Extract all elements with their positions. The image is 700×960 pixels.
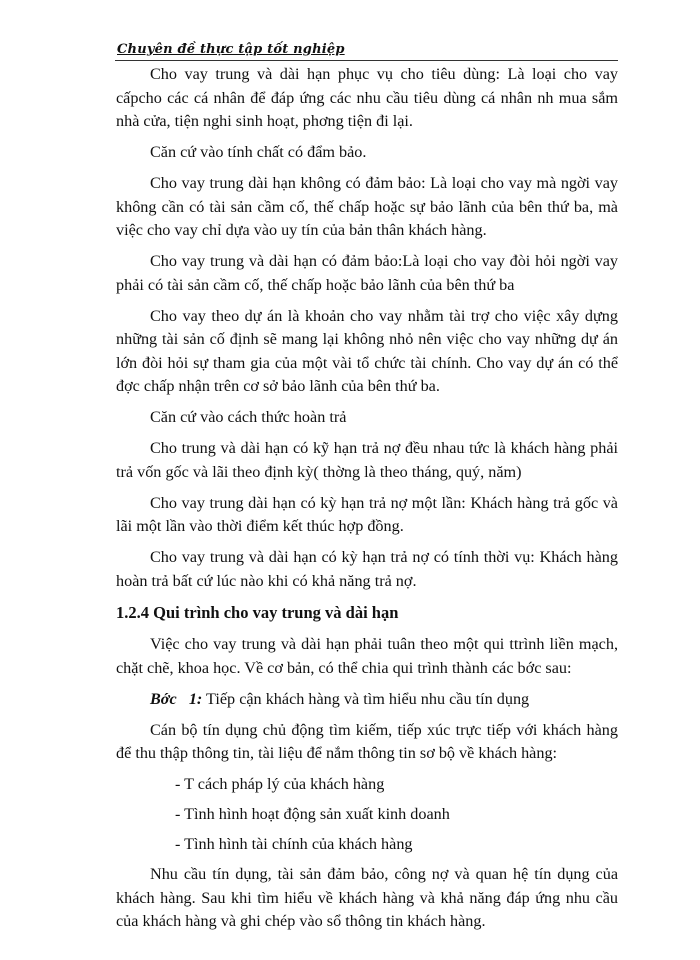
step-number: 1:: [188, 689, 203, 708]
step-label: Bớc: [150, 689, 177, 708]
bullet-financial-status: - Tình hình tài chính của khách hàng: [175, 835, 413, 853]
header-title: Chuyên đề thực tập tốt nghiệp: [117, 42, 345, 57]
step-1-title: [116, 688, 618, 712]
paragraph-unsecured-loans: Cho vay trung dài hạn không có đảm bảo: Là loại cho vay mà ngời vay không cần có tài sản cầm cố, thế chấp hoặc sự bảo lãnh của bên thứ ba, mà việc cho vay chỉ dựa vào uy tín của bản thân khách hàng.: [116, 174, 618, 239]
paragraph-seasonal-repayment: Cho vay trung và dài hạn có kỳ hạn trả nợ có tính thời vụ: Khách hàng hoàn trả bất cứ lúc nào khi có khả năng trả nợ.: [116, 548, 618, 590]
paragraph-single-repayment: Cho vay trung dài hạn có kỳ hạn trả nợ một lần: Khách hàng trả gốc và lãi một lần vào thời điểm kết thúc hợp đồng.: [116, 493, 618, 535]
paragraph-collateral-criteria: Căn cứ vào tính chất có đẩm bảo.: [150, 143, 367, 161]
paragraph-consumer-loans: Cho vay trung và dài hạn phục vụ cho tiêu dùng: Là loại cho vay cấpcho các cá nhân để đáp ứng các nhu cầu tiêu dùng cá nhân nh mua sắm nhà cửa, tiện nghi sinh hoạt, phơng tiện đi lại.: [116, 65, 618, 130]
paragraph-equal-installments: Cho trung và dài hạn có kỹ hạn trả nợ đều nhau tức là khách hàng phải trả vốn gốc và lãi theo định kỳ( thờng là theo tháng, quý, năm): [116, 439, 618, 481]
paragraph-closing: Nhu cầu tín dụng, tài sản đảm bảo, công nợ và quan hệ tín dụng của khách hàng. Sau khi tìm hiểu về khách hàng và khả năng đáp ứng nhu cầu của khách hàng và ghi chép vào sổ thông tin khách hàng.: [116, 865, 618, 930]
paragraph-repayment-criteria: Căn cứ vào cách thức hoàn trả: [150, 408, 347, 426]
page-header: [115, 42, 618, 61]
document-body: [116, 63, 618, 941]
paragraph-process-intro: Việc cho vay trung và dài hạn phải tuân theo một qui ttrình liền mạch, chặt chẽ, khoa học. Về cơ bản, có thể chia qui trình thành các bớc sau:: [116, 635, 618, 677]
paragraph-step-1-description: Cán bộ tín dụng chủ động tìm kiếm, tiếp xúc trực tiếp với khách hàng để thu thập thông tin, tài liệu để nắm thông tin sơ bộ về khách hàng:: [116, 720, 618, 762]
bullet-legal-status: - T cách pháp lý của khách hàng: [175, 775, 385, 793]
bullet-business-operations: - Tình hình hoạt động sản xuất kinh doanh: [175, 805, 450, 823]
step-text: Tiếp cận khách hàng và tìm hiểu nhu cầu tín dụng: [202, 689, 530, 708]
paragraph-secured-loans: Cho vay trung và dài hạn có đảm bảo:Là loại cho vay đòi hỏi ngời vay phải có tài sản cầm cố, thế chấp hoặc bảo lãnh của bên thứ ba: [116, 252, 618, 294]
section-heading: 1.2.4 Qui trình cho vay trung và dài hạn: [116, 602, 399, 622]
paragraph-project-loans: Cho vay theo dự án là khoản cho vay nhằm tài trợ cho việc xây dựng những tài sản cố định sẽ mang lại không nhỏ nên việc cho vay những dự án lớn đòi hỏi sự tham gia của một vài tổ chức tài chính. Cho vay dự án có thể đợc chấp nhận trên cơ sở bảo lãnh của bên thứ ba.: [116, 306, 618, 395]
